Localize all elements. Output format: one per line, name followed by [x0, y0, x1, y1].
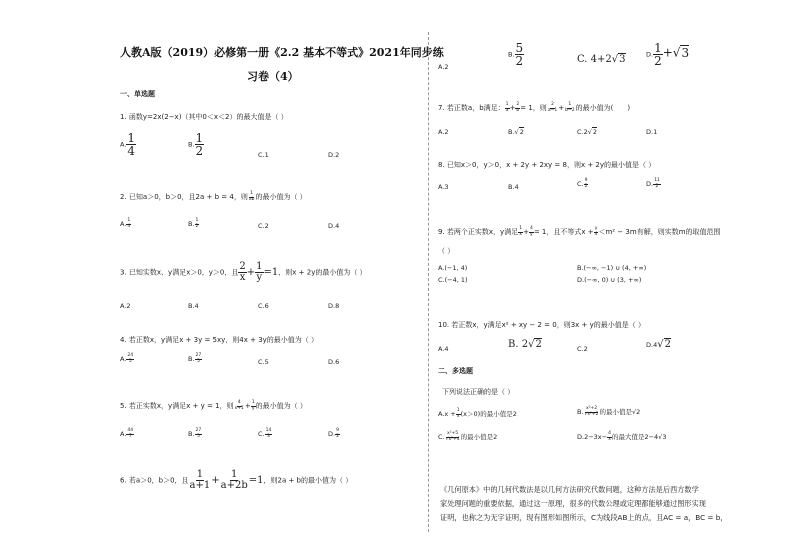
q5-option-d: D. $\frac{9}{2}$ — [328, 428, 339, 439]
q3-option-a: A.2 — [120, 302, 131, 310]
q1-option-b: B. $\frac{1}{2}$ — [188, 131, 204, 158]
q11-option-d: D.2−3x− $\frac{4}{x}$ 的最大值是2−4√3 — [577, 431, 667, 442]
q9-option-c: C.(−4, 1) — [438, 276, 468, 284]
q9-stem: 9. 若两个正实数x，y满足 $\frac{1}{x}$ + $\frac{4}{y}$ = 1，且不等式x + $\frac{y}{4}$ ＜m² − 3m有解，则实数m的取值范围 — [438, 226, 721, 237]
q7-option-a: A.2 — [438, 128, 449, 136]
q5-option-b: B. $\frac{27}{5}$ — [188, 428, 202, 439]
q10-stem: 10. 若正数x，y满足x² + xy − 2 = 0，则3x + y的最小值是（ ） — [438, 321, 646, 329]
q7-option-b: B.√2 — [508, 128, 524, 136]
q6-stem: 6. 若a＞0，b＞0，且 $\frac{1}{a+1}$ + $\frac{1}{a+2b}$ =1，则2a + b的最小值为（ ） — [120, 469, 353, 491]
column-divider — [428, 32, 429, 532]
q4-option-c: C.5 — [258, 358, 269, 366]
section-multi-choice: 二、多选题 — [438, 367, 473, 375]
q3-option-b: B.4 — [188, 302, 199, 310]
q2-option-d: D.4 — [328, 222, 340, 230]
q9-option-b: B.(−∞, −1) ∪ (4, +∞) — [577, 264, 647, 272]
q10-option-a: A.4 — [438, 345, 449, 353]
q3-stem: 3. 已知实数x、y满足x＞0，y＞0，且 $\frac{2}{x}$ + $\frac{1}{y}$ =1，则x + 2y的最小值为（ ） — [120, 261, 367, 283]
q1-option-d: D.2 — [328, 151, 340, 159]
q6-option-a: A.2 — [438, 63, 449, 71]
q4-option-a: A. $\frac{24}{5}$ — [120, 353, 134, 364]
q1-option-c: C.1 — [258, 151, 269, 159]
q10-option-b: B. 2√2 — [508, 339, 542, 350]
q6-option-c: C. 4+2√3 — [577, 54, 626, 65]
q1-option-a: A. $\frac{1}{4}$ — [120, 131, 136, 158]
q5-stem: 5. 若正实数x，y满足x + y = 1，则 $\frac{4}{x+1}$ + $\frac{1}{y}$ 的最小值为（ ） — [120, 400, 307, 411]
q2-option-c: C.2 — [258, 222, 269, 230]
doc-title-line1: 人教A版（2019）必修第一册《2.2 基本不等式》2021年同步练 — [120, 46, 444, 59]
q7-option-c: C.2√2 — [577, 128, 598, 136]
passage-line-2: 家处理问题的重要依据，通过这一原理，很多的代数公理或定理都能够通过图形实现 — [440, 499, 706, 508]
q11-stem: 下列说法正确的是（ ） — [442, 388, 515, 396]
passage-line-1: 《几何原本》中的几何代数法是以几何方法研究代数问题，这种方法是后西方数学 — [440, 485, 699, 494]
q2-stem: 2. 已知a＞0，b＞0，且2a + b = 4，则 $\frac{1}{ab}$ 的最小值为（ ） — [120, 191, 307, 202]
q5-option-a: A. $\frac{44}{7}$ — [120, 428, 134, 439]
q8-stem: 8. 已知x＞0，y＞0，x + 2y + 2xy = 8，则x + 2y的最小值是（ ） — [438, 161, 656, 169]
passage-line-3: 证明，也称之为无字证明，现有图形如图所示，C为线段AB上的点，且AC = a，BC = b， — [440, 513, 728, 522]
q8-option-c: C. $\frac{9}{2}$ — [577, 178, 588, 189]
q4-option-d: D.6 — [328, 358, 340, 366]
q11-option-b: B. $\frac{\text{x²+2}}{\text{√x²+2}}$ 的最小值是√2 — [577, 406, 641, 417]
q5-option-c: C. $\frac{14}{3}$ — [258, 428, 272, 439]
q9-stem-end: （ ） — [438, 247, 455, 255]
q11-option-c: C. $\frac{\text{x²+5}}{\text{√x²+4}}$ 的最小值是2 — [438, 431, 498, 442]
q11-option-a: A.x + $\frac{1}{x}$ (x＞0)的最小值是2 — [438, 408, 517, 419]
q8-option-d: D. $\frac{11}{2}$ — [646, 178, 660, 189]
section-single-choice: 一、单选题 — [120, 90, 155, 98]
q9-option-a: A.(−1, 4) — [438, 264, 468, 272]
q7-option-d: D.1 — [646, 128, 658, 136]
q10-option-d: D.4√2 — [646, 339, 671, 350]
q8-option-b: B.4 — [508, 183, 519, 191]
q3-option-c: C.6 — [258, 302, 269, 310]
doc-title-line2: 习卷（4） — [247, 70, 299, 83]
q7-stem: 7. 若正数a，b满足： $\frac{1}{a}$ + $\frac{2}{b}$ = 1，则 $\frac{2}{a-1}$ + $\frac{1}{b-2}$ 的最小值为( ) — [438, 102, 631, 113]
q6-option-d: D. $\frac{1}{2}$ +√3 — [646, 41, 690, 68]
q4-option-b: B. $\frac{27}{5}$ — [188, 353, 202, 364]
q10-option-c: C.2 — [577, 345, 588, 353]
q4-stem: 4. 若正数x，y满足x + 3y = 5xy，则4x + 3y的最小值为（ ） — [120, 336, 319, 344]
q8-option-a: A.3 — [438, 183, 449, 191]
q9-option-d: D.(−∞, 0) ∪ (3, +∞) — [577, 276, 642, 284]
q2-option-b: B. $\frac{1}{2}$ — [188, 218, 199, 229]
q6-option-b: B. $\frac{5}{2}$ — [508, 41, 524, 68]
q2-option-a: A. $\frac{1}{4}$ — [120, 218, 131, 229]
q3-option-d: D.8 — [328, 302, 340, 310]
q1-stem: 1. 函数y=2x(2−x)（其中0＜x＜2）的最大值是（ ） — [120, 113, 288, 121]
